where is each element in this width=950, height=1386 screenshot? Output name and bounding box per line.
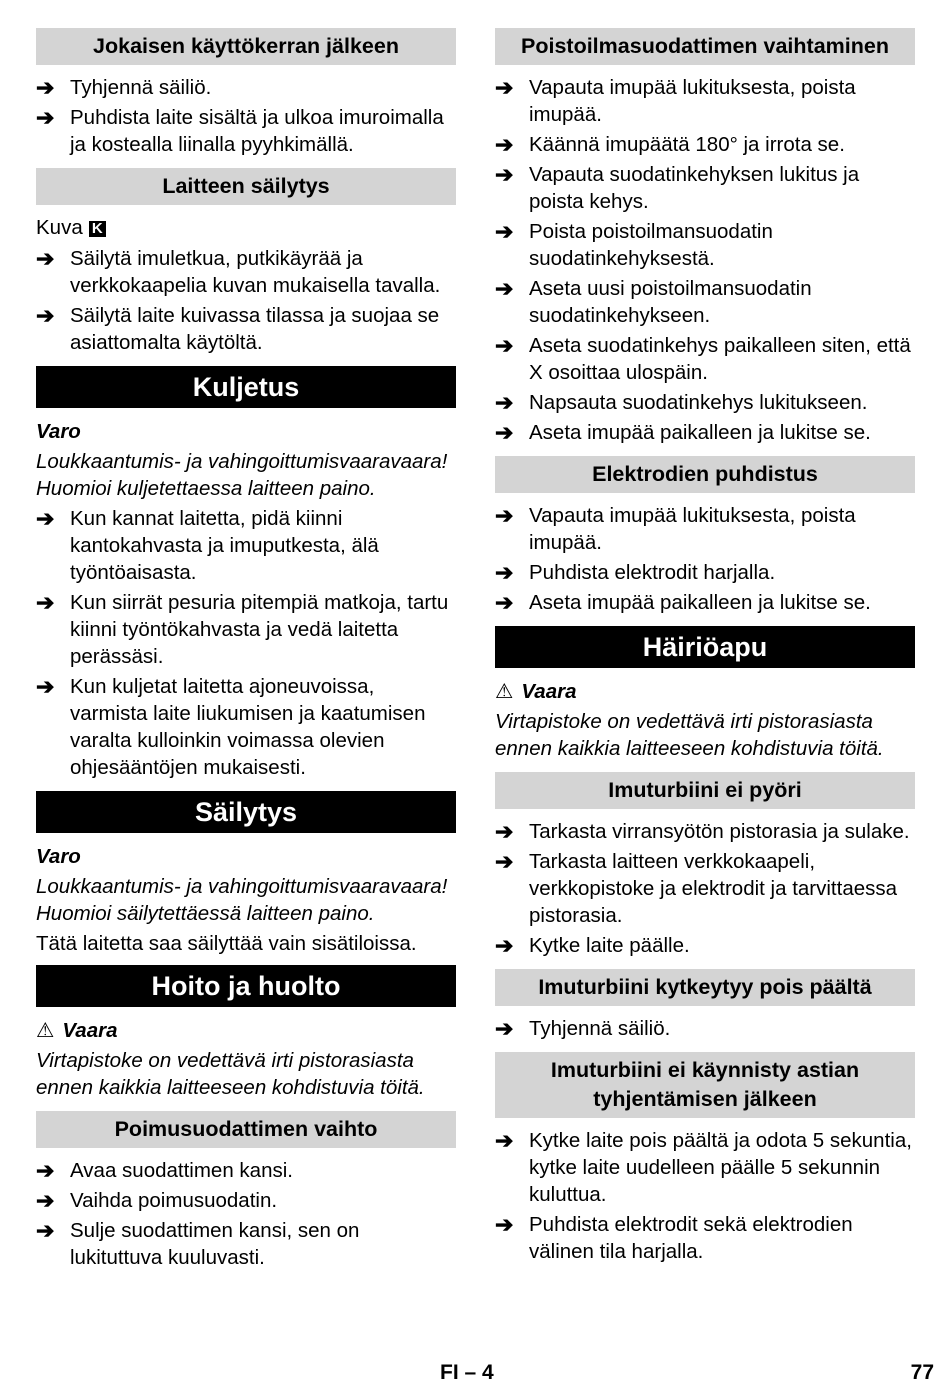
bullet-list <box>36 1157 456 1271</box>
right-column <box>495 28 915 1275</box>
list-item: ➔ Aseta suodatinkehys paikalleen siten, että X osoittaa ulospäin. <box>495 333 911 384</box>
list-item: ➔ Vapauta suodatinkehyksen lukitus ja poista kehys. <box>495 162 860 213</box>
section-turbine-not-starting <box>495 1052 915 1265</box>
arrow-right-icon: ➔ <box>495 420 514 445</box>
section-maintenance <box>36 965 456 1101</box>
section-heading: Elektrodien puhdistus <box>495 456 915 493</box>
bullet-list <box>495 1127 915 1265</box>
arrow-right-icon: ➔ <box>495 1016 514 1041</box>
arrow-right-icon: ➔ <box>36 303 55 328</box>
footer-page-number: 77 <box>910 1361 934 1384</box>
danger-title: ⚠ Vaara <box>36 1019 118 1042</box>
arrow-right-icon: ➔ <box>495 819 514 844</box>
section-electrodes <box>495 456 915 616</box>
section-heading: Poimusuodattimen vaihto <box>36 1111 456 1148</box>
list-item: ➔ Sulje suodattimen kansi, sen on lukituttuva kuuluvasti. <box>36 1218 360 1269</box>
list-item: ➔ Vaihda poimusuodatin. <box>36 1188 278 1213</box>
left-column <box>36 28 456 1281</box>
list-item: ➔ Poista poistoilmansuodatin suodatinkehyksestä. <box>495 219 773 270</box>
bullet-list <box>495 818 915 959</box>
arrow-right-icon: ➔ <box>36 105 55 130</box>
list-item: ➔ Tarkasta laitteen verkkokaapeli, verkkopistoke ja elektrodit ja tarvittaessa pistorasia. <box>495 849 898 927</box>
section-heading: Jokaisen käyttökerran jälkeen <box>36 28 456 65</box>
list-item: ➔ Avaa suodattimen kansi. <box>36 1158 293 1183</box>
list-item: ➔ Tyhjennä säiliö. <box>495 1016 671 1041</box>
chapter-heading: Hoito ja huolto <box>36 965 456 1007</box>
arrow-right-icon: ➔ <box>36 1188 55 1213</box>
arrow-right-icon: ➔ <box>495 560 514 585</box>
bullet-list <box>495 74 915 446</box>
list-item: ➔ Puhdista elektrodit sekä elektrodien välinen tila harjalla. <box>495 1212 853 1263</box>
list-item: ➔ Kytke laite pois päältä ja odota 5 sekuntia, kytke laite uudelleen päälle 5 sekunnin kuluttua. <box>495 1128 912 1206</box>
arrow-right-icon: ➔ <box>495 1128 514 1153</box>
section-device-storage <box>36 168 456 356</box>
arrow-right-icon: ➔ <box>495 219 514 244</box>
list-item: ➔ Säilytä imuletkua, putkikäyrää ja verkkokaapelia kuvan mukaisella tavalla. <box>36 246 441 297</box>
bullet-list <box>495 502 915 616</box>
list-item: ➔ Käännä imupäätä 180° ja irrota se. <box>495 132 845 157</box>
danger-text: Virtapistoke on vedettävä irti pistorasiasta ennen kaikkia laitteeseen kohdistuvia töitä. <box>36 1049 425 1099</box>
section-turbine-switches-off <box>495 969 915 1042</box>
list-item: ➔ Puhdista laite sisältä ja ulkoa imuroimalla ja kostealla liinalla pyyhkimällä. <box>36 105 444 156</box>
list-item: ➔ Vapauta imupää lukituksesta, poista imupää. <box>495 503 856 554</box>
arrow-right-icon: ➔ <box>495 162 514 187</box>
arrow-right-icon: ➔ <box>495 390 514 415</box>
warning-triangle-icon: ⚠ <box>495 680 514 703</box>
arrow-right-icon: ➔ <box>495 132 514 157</box>
caution-text: Loukkaantumis- ja vahingoittumisvaaravaara! Huomioi kuljetettaessa laitteen paino. <box>36 450 448 500</box>
bullet-list <box>495 1015 915 1042</box>
list-item: ➔ Aseta uusi poistoilmansuodatin suodatinkehykseen. <box>495 276 812 327</box>
arrow-right-icon: ➔ <box>495 590 514 615</box>
chapter-heading: Häiriöapu <box>495 626 915 668</box>
list-item: ➔ Tyhjennä säiliö. <box>36 75 212 100</box>
list-item: ➔ Aseta imupää paikalleen ja lukitse se. <box>495 420 871 445</box>
section-storage <box>36 791 456 957</box>
list-item: ➔ Kun kannat laitetta, pidä kiinni kantokahvasta ja imuputkesta, älä työntöaisasta. <box>36 506 379 584</box>
caution-title: Varo <box>36 845 81 868</box>
caution-text: Loukkaantumis- ja vahingoittumisvaaravaara! Huomioi säilytettäessä laitteen paino. <box>36 875 448 925</box>
figure-badge: K <box>89 221 106 237</box>
section-after-use <box>36 28 456 158</box>
caution-title: Varo <box>36 420 81 443</box>
section-troubleshooting <box>495 626 915 762</box>
arrow-right-icon: ➔ <box>495 276 514 301</box>
section-heading: Poistoilmasuodattimen vaihtaminen <box>495 28 915 65</box>
arrow-right-icon: ➔ <box>495 1212 514 1237</box>
bullet-list <box>36 74 456 158</box>
list-item: ➔ Puhdista elektrodit harjalla. <box>495 560 776 585</box>
list-item: ➔ Napsauta suodatinkehys lukitukseen. <box>495 390 868 415</box>
danger-title: ⚠ Vaara <box>495 680 577 703</box>
list-item: ➔ Säilytä laite kuivassa tilassa ja suojaa se asiattomalta käytöltä. <box>36 303 440 354</box>
list-item: ➔ Kytke laite päälle. <box>495 933 690 958</box>
arrow-right-icon: ➔ <box>36 674 55 699</box>
arrow-right-icon: ➔ <box>495 75 514 100</box>
section-heading: Imuturbiini ei pyöri <box>495 772 915 809</box>
section-heading: Laitteen säilytys <box>36 168 456 205</box>
chapter-heading: Säilytys <box>36 791 456 833</box>
arrow-right-icon: ➔ <box>495 849 514 874</box>
bullet-list <box>36 245 456 356</box>
list-item: ➔ Aseta imupää paikalleen ja lukitse se. <box>495 590 871 615</box>
arrow-right-icon: ➔ <box>36 506 55 531</box>
section-transport <box>36 366 456 781</box>
arrow-right-icon: ➔ <box>495 503 514 528</box>
chapter-heading: Kuljetus <box>36 366 456 408</box>
section-exhaust-filter <box>495 28 915 446</box>
figure-reference: Kuva K <box>36 214 456 241</box>
storage-text: Tätä laitetta saa säilyttää vain sisätiloissa. <box>36 932 417 955</box>
list-item: ➔ Tarkasta virransyötön pistorasia ja sulake. <box>495 819 910 844</box>
list-item: ➔ Kun kuljetat laitetta ajoneuvoissa, varmista laite liukumisen ja kaatumisen varalta kulloinkin voimassa olevien ohjesääntöjen mukaisesti. <box>36 674 426 779</box>
section-pleated-filter <box>36 1111 456 1271</box>
arrow-right-icon: ➔ <box>36 1218 55 1243</box>
list-item: ➔ Vapauta imupää lukituksesta, poista imupää. <box>495 75 856 126</box>
list-item: ➔ Kun siirrät pesuria pitempiä matkoja, tartu kiinni työntökahvasta ja vedä laitetta perässäsi. <box>36 590 449 668</box>
section-turbine-not-running <box>495 772 915 959</box>
arrow-right-icon: ➔ <box>495 333 514 358</box>
section-heading: Imuturbiini ei käynnisty astian tyhjentämisen jälkeen <box>495 1052 915 1118</box>
arrow-right-icon: ➔ <box>36 590 55 615</box>
bullet-list <box>36 505 456 781</box>
footer-language-page: FI – 4 <box>440 1361 494 1384</box>
arrow-right-icon: ➔ <box>36 1158 55 1183</box>
arrow-right-icon: ➔ <box>495 933 514 958</box>
arrow-right-icon: ➔ <box>36 246 55 271</box>
section-heading: Imuturbiini kytkeytyy pois päältä <box>495 969 915 1006</box>
arrow-right-icon: ➔ <box>36 75 55 100</box>
warning-triangle-icon: ⚠ <box>36 1019 55 1042</box>
danger-text: Virtapistoke on vedettävä irti pistorasiasta ennen kaikkia laitteeseen kohdistuvia töitä. <box>495 710 884 760</box>
